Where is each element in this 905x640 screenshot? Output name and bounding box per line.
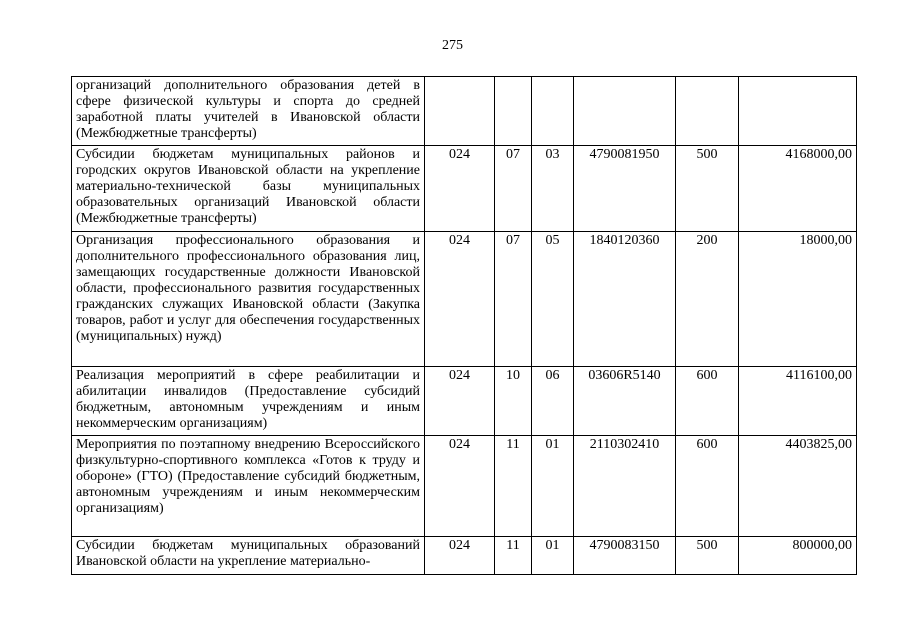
table-row <box>72 436 857 537</box>
section-code: 11 <box>495 436 532 537</box>
target-article-code: 2110302410 <box>574 436 676 537</box>
department-code: 024 <box>425 146 495 232</box>
expense-type-code: 500 <box>676 146 739 232</box>
row-description: Реализация мероприятий в сфере реабилитации и абилитации инвалидов (Предоставление субсидий бюджетным, автономным учреждениям и иным некоммерческим организациям) <box>72 367 425 436</box>
target-article-code: 03606R5140 <box>574 367 676 436</box>
table-row <box>72 367 857 436</box>
expense-type-code <box>676 77 739 146</box>
department-code: 024 <box>425 436 495 537</box>
subsection-code: 01 <box>532 537 574 575</box>
amount: 800000,00 <box>739 537 857 575</box>
amount: 18000,00 <box>739 232 857 367</box>
subsection-code: 06 <box>532 367 574 436</box>
subsection-code: 01 <box>532 436 574 537</box>
page-number: 275 <box>442 38 463 53</box>
target-article-code: 4790081950 <box>574 146 676 232</box>
row-description: организаций дополнительного образования детей в сфере физической культуры и спорта до средней заработной платы учителей в Ивановской области (Межбюджетные трансферты) <box>72 77 425 146</box>
section-code: 10 <box>495 367 532 436</box>
amount: 4168000,00 <box>739 146 857 232</box>
table-row <box>72 146 857 232</box>
section-code: 07 <box>495 232 532 367</box>
department-code: 024 <box>425 232 495 367</box>
target-article-code <box>574 77 676 146</box>
row-description: Субсидии бюджетам муниципальных образований Ивановской области на укрепление материально- <box>72 537 425 575</box>
target-article-code: 4790083150 <box>574 537 676 575</box>
budget-table <box>71 76 857 575</box>
subsection-code: 03 <box>532 146 574 232</box>
section-code <box>495 77 532 146</box>
department-code <box>425 77 495 146</box>
row-description: Мероприятия по поэтапному внедрению Всероссийского физкультурно-спортивного комплекса «Готов к труду и обороне» (ГТО) (Предоставление субсидий бюджетным, автономным учреждениям и иным некоммерческим организациям) <box>72 436 425 537</box>
table-row <box>72 232 857 367</box>
section-code: 11 <box>495 537 532 575</box>
subsection-code: 05 <box>532 232 574 367</box>
target-article-code: 1840120360 <box>574 232 676 367</box>
subsection-code <box>532 77 574 146</box>
expense-type-code: 200 <box>676 232 739 367</box>
department-code: 024 <box>425 537 495 575</box>
section-code: 07 <box>495 146 532 232</box>
row-description: Субсидии бюджетам муниципальных районов и городских округов Ивановской области на укрепление материально-технической базы муниципальных образовательных организаций Ивановской области (Межбюджетные трансферты) <box>72 146 425 232</box>
expense-type-code: 600 <box>676 436 739 537</box>
amount <box>739 77 857 146</box>
expense-type-code: 500 <box>676 537 739 575</box>
row-description: Организация профессионального образования и дополнительного профессионального образования лиц, замещающих государственные должности Ивановской области, профессионального развития государственных гражданских служащих Ивановской области (Закупка товаров, работ и услуг для обеспечения государственных (муниципальных) нужд) <box>72 232 425 367</box>
expense-type-code: 600 <box>676 367 739 436</box>
table-row <box>72 77 857 146</box>
amount: 4403825,00 <box>739 436 857 537</box>
department-code: 024 <box>425 367 495 436</box>
table-row <box>72 537 857 575</box>
amount: 4116100,00 <box>739 367 857 436</box>
